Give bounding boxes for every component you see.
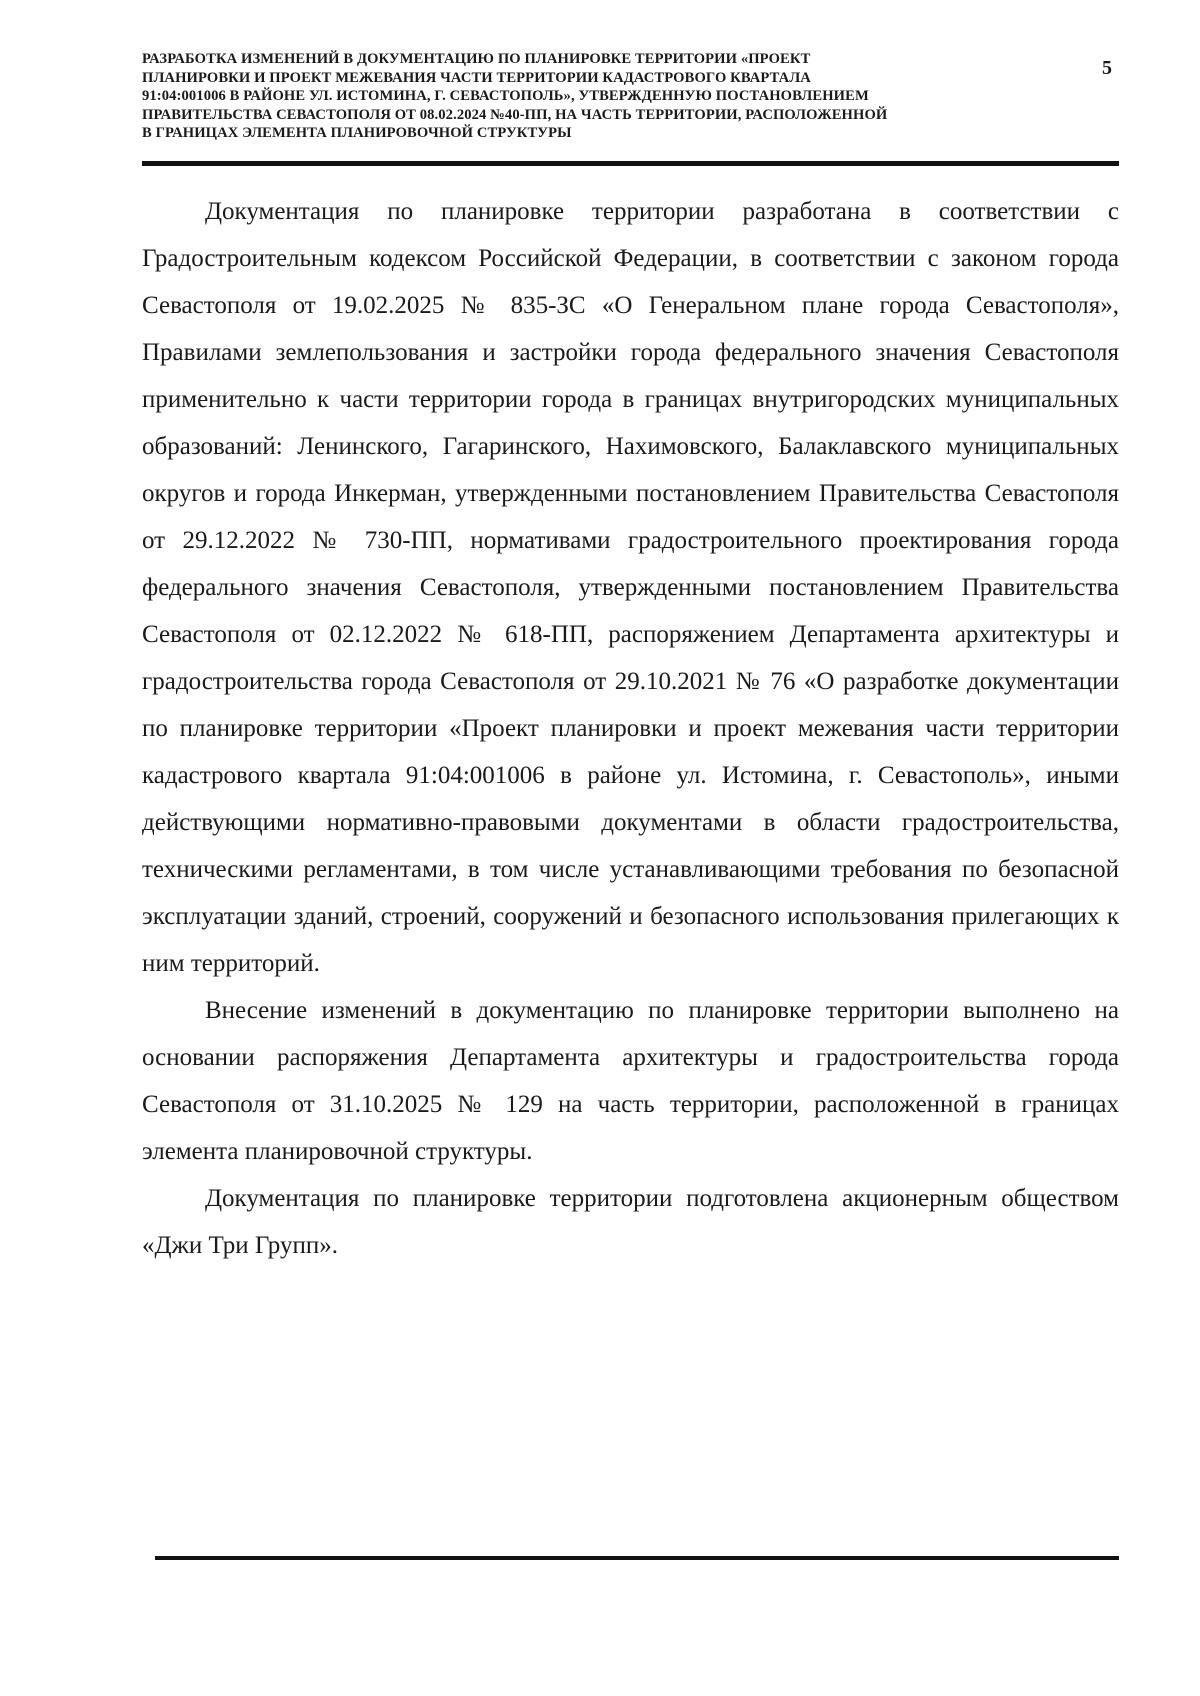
header-title-line: РАЗРАБОТКА ИЗМЕНЕНИЙ В ДОКУМЕНТАЦИЮ ПО ПЛАНИРОВКЕ ТЕРРИТОРИИ «ПРОЕКТ xyxy=(142,51,811,67)
page-number: 5 xyxy=(1102,57,1112,79)
header-title-line: ПРАВИТЕЛЬСТВА СЕВАСТОПОЛЯ ОТ 08.02.2024 №40-ПП, НА ЧАСТЬ ТЕРРИТОРИИ, РАСПОЛОЖЕННОЙ xyxy=(142,106,888,123)
body-paragraph: Внесение изменений в документацию по планировке территории выполнено на основании распоряжения Департамента архитектуры и градостроительства города Севастополя от 31.10.2025 № 129 на часть территории, расположенной в границах элемента планировочной структуры. xyxy=(142,997,1119,1165)
header-divider xyxy=(142,161,1119,166)
header-title-line: В ГРАНИЦАХ ЭЛЕМЕНТА ПЛАНИРОВОЧНОЙ СТРУКТУРЫ xyxy=(142,125,572,142)
body-paragraph: Документация по планировке территории подготовлена акционерным обществом «Джи Три Групп». xyxy=(142,1185,1119,1259)
header-title-line: ПЛАНИРОВКИ И ПРОЕКТ МЕЖЕВАНИЯ ЧАСТИ ТЕРРИТОРИИ КАДАСТРОВОГО КВАРТАЛА xyxy=(142,69,811,86)
header-title-line: 91:04:001006 В РАЙОНЕ УЛ. ИСТОМИНА, Г. СЕВАСТОПОЛЬ», УТВЕРЖДЕННУЮ ПОСТАНОВЛЕНИЕМ xyxy=(142,88,869,105)
document-body xyxy=(142,188,1119,1269)
footer-divider xyxy=(155,1556,1119,1560)
running-header-title xyxy=(142,50,1032,143)
body-paragraph: Документация по планировке территории разработана в соответствии с Градостроительным кодексом Российской Федерации, в соответствии с законом города Севастополя от 19.02.2025 № 835-ЗС «О Генеральном плане города Севастополя», Правилами землепользования и застройки города федерального значения Севастополя применительно к части территории города в границах внутригородских муниципальных образований: Ленинского, Гагаринского, Нахимовского, Балаклавского муниципальных округов и города Инкерман, утвержденными постановлением Правительства Севастополя от 29.12.2022 № 730-ПП, нормативами градостроительного проектирования города федерального значения Севастополя, утвержденными постановлением Правительства Севастополя от 02.12.2022 № 618-ПП, распоряжением Департамента архитектуры и градостроительства города Севастополя от 29.10.2021 № 76 «О разработке документации по планировке территории «Проект планировки и проект межевания части территории кадастрового квартала 91:04:001006 в районе ул. Истомина, г. Севастополь», иными действующими нормативно-правовыми документами в области градостроительства, техническими регламентами, в том числе устанавливающими требования по безопасной эксплуатации зданий, строений, сооружений и безопасного использования прилегающих к ним территорий. xyxy=(142,198,1119,977)
